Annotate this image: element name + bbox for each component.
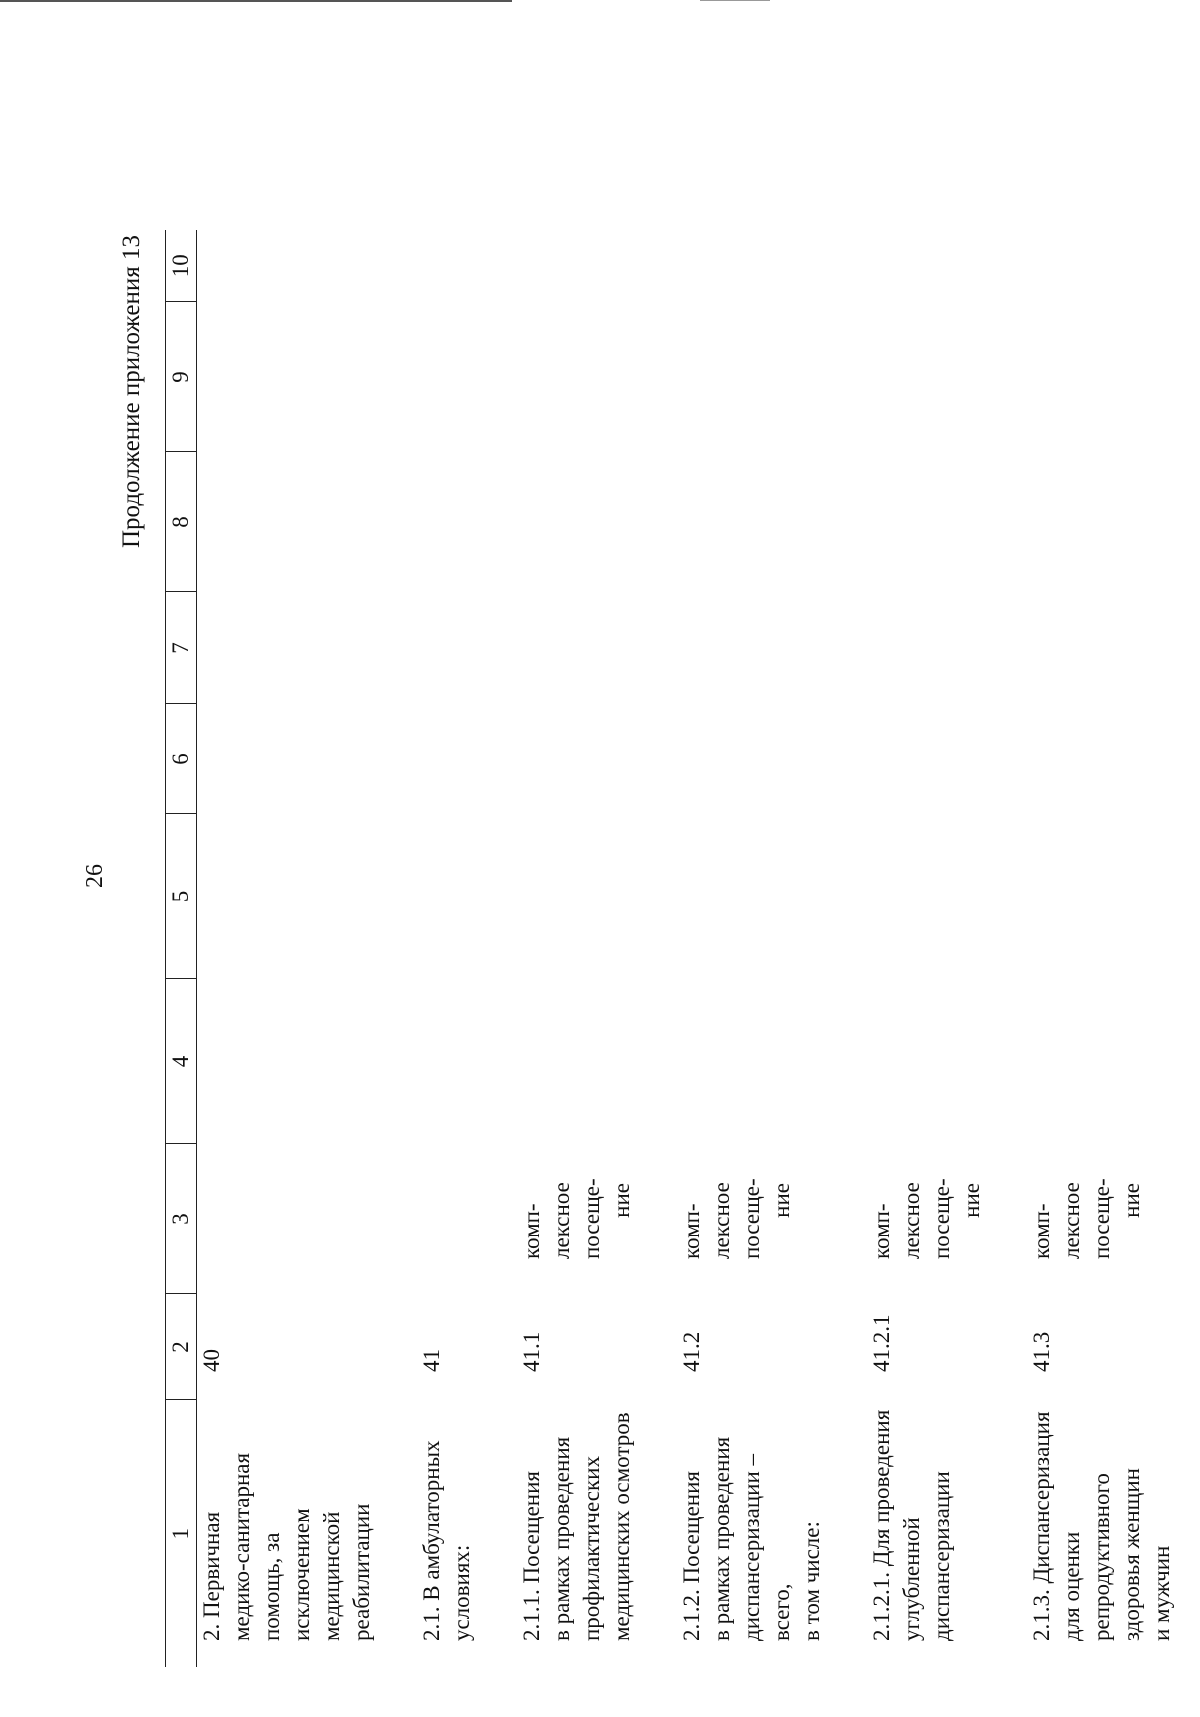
column-number-row	[166, 230, 197, 1667]
row-name-line: медико-санитарная	[229, 1452, 254, 1641]
empty-cell	[677, 592, 867, 704]
row-unit-line: посеще-	[739, 1178, 764, 1259]
empty-cell	[417, 452, 517, 592]
empty-cell	[1027, 704, 1200, 814]
empty-cell	[677, 704, 867, 814]
row-unit-line: комп-	[679, 1203, 704, 1259]
column-header: 3	[166, 1144, 197, 1294]
empty-cell	[677, 302, 867, 452]
row-name-line: 2.1. В амбулаторных	[419, 1440, 444, 1641]
empty-cell	[197, 230, 418, 302]
row-name-line: здоровья женщин	[1119, 1468, 1144, 1641]
column-header: 10	[166, 230, 197, 302]
row-name-line: медицинской	[319, 1511, 344, 1641]
row-name-line: в рамках проведения	[709, 1436, 734, 1641]
row-name-cell	[867, 1400, 1027, 1667]
annex-table	[165, 230, 1200, 1667]
row-line-number: 41.2	[679, 1331, 704, 1372]
row-unit-line: комп-	[869, 1203, 894, 1259]
empty-cell	[517, 814, 677, 979]
empty-cell	[417, 302, 517, 452]
empty-cell	[677, 230, 867, 302]
column-header: 7	[166, 592, 197, 704]
row-line-number: 40	[199, 1349, 224, 1372]
row-name-line: репродуктивного	[1089, 1473, 1114, 1641]
row-name-line: 2.1.2.1. Для проведения	[869, 1409, 894, 1641]
column-header: 1	[166, 1400, 197, 1667]
row-unit-cell	[867, 1144, 1027, 1294]
empty-cell	[867, 452, 1027, 592]
empty-cell	[867, 302, 1027, 452]
row-name-cell	[677, 1400, 867, 1667]
row-unit-cell	[197, 1144, 418, 1294]
row-name-cell	[517, 1400, 677, 1667]
empty-cell	[197, 704, 418, 814]
empty-cell	[417, 230, 517, 302]
empty-cell	[1027, 302, 1200, 452]
row-unit-line: ние	[959, 1183, 984, 1218]
empty-cell	[1027, 452, 1200, 592]
row-unit-cell	[677, 1144, 867, 1294]
row-name-line: медицинских осмотров	[609, 1412, 634, 1641]
empty-cell	[867, 704, 1027, 814]
continuation-caption: Продолжение приложения 13	[118, 235, 145, 549]
empty-cell	[517, 704, 677, 814]
empty-cell	[677, 814, 867, 979]
row-name-line: в том числе:	[799, 1521, 824, 1641]
row-name-line: и мужчин	[1149, 1545, 1174, 1641]
row-unit-line: комп-	[519, 1203, 544, 1259]
row-unit-line: ние	[1119, 1183, 1144, 1218]
empty-cell	[417, 979, 517, 1144]
row-unit-cell	[417, 1144, 517, 1294]
row-unit-line: лексное	[709, 1182, 734, 1259]
empty-cell	[677, 979, 867, 1144]
row-name-line: реабилитации	[349, 1503, 374, 1641]
row-name-line: диспансеризации – всего,	[739, 1453, 794, 1641]
row-line-number: 41.3	[1029, 1331, 1054, 1372]
empty-cell	[417, 592, 517, 704]
empty-cell	[1027, 592, 1200, 704]
row-name-line: условиях:	[449, 1544, 474, 1641]
row-line-number: 41.2.1	[869, 1314, 894, 1372]
empty-cell	[197, 592, 418, 704]
row-unit-line: лексное	[549, 1182, 574, 1259]
empty-cell	[417, 704, 517, 814]
empty-cell	[197, 452, 418, 592]
row-name-line: диспансеризации	[929, 1471, 954, 1641]
empty-cell	[1027, 230, 1200, 302]
empty-cell	[197, 814, 418, 979]
row-line-number: 41	[419, 1349, 444, 1372]
row-unit-line: посеще-	[1089, 1178, 1114, 1259]
empty-cell	[517, 452, 677, 592]
empty-cell	[1027, 814, 1200, 979]
empty-cell	[517, 230, 677, 302]
column-header: 5	[166, 814, 197, 979]
empty-cell	[197, 979, 418, 1144]
table-row	[1027, 230, 1200, 1667]
row-name-line: 2. Первичная	[199, 1511, 224, 1641]
row-unit-cell	[517, 1144, 677, 1294]
row-name-cell	[1027, 1400, 1200, 1667]
row-name-line: 2.1.3. Диспансеризация	[1029, 1411, 1054, 1641]
table-row	[867, 230, 1027, 1667]
table-row	[417, 230, 517, 1667]
table-row	[197, 230, 418, 1667]
table-row	[517, 230, 677, 1667]
row-unit-line: комп-	[1029, 1203, 1054, 1259]
empty-cell	[867, 230, 1027, 302]
empty-cell	[517, 592, 677, 704]
row-unit-line: лексное	[899, 1182, 924, 1259]
column-header: 2	[166, 1294, 197, 1400]
empty-cell	[867, 814, 1027, 979]
row-name-cell	[417, 1400, 517, 1667]
row-name-line: для оценки	[1059, 1531, 1084, 1641]
row-line-number: 41.1	[519, 1331, 544, 1372]
page-number: 26	[82, 864, 108, 888]
table-body	[197, 230, 1200, 1667]
empty-cell	[197, 302, 418, 452]
table-row	[677, 230, 867, 1667]
row-name-line: 2.1.2. Посещения	[679, 1471, 704, 1641]
column-header: 4	[166, 979, 197, 1144]
column-header: 9	[166, 302, 197, 452]
row-unit-line: посеще-	[579, 1178, 604, 1259]
empty-cell	[417, 814, 517, 979]
row-name-line: углубленной	[899, 1517, 924, 1641]
row-unit-line: посеще-	[929, 1178, 954, 1259]
column-header: 8	[166, 452, 197, 592]
row-name-line: помощь, за исключением	[259, 1508, 314, 1641]
row-name-line: 2.1.1. Посещения	[519, 1471, 544, 1641]
empty-cell	[867, 592, 1027, 704]
empty-cell	[867, 979, 1027, 1144]
row-unit-line: ние	[609, 1183, 634, 1218]
row-unit-cell	[1027, 1144, 1200, 1294]
empty-cell	[677, 452, 867, 592]
empty-cell	[517, 979, 677, 1144]
column-header: 6	[166, 704, 197, 814]
row-unit-line: лексное	[1059, 1182, 1084, 1259]
empty-cell	[517, 302, 677, 452]
row-name-line: в рамках проведения	[549, 1436, 574, 1641]
row-name-cell	[197, 1400, 418, 1667]
row-unit-line: ние	[769, 1183, 794, 1218]
empty-cell	[1027, 979, 1200, 1144]
row-name-line: профилактических	[579, 1456, 604, 1641]
